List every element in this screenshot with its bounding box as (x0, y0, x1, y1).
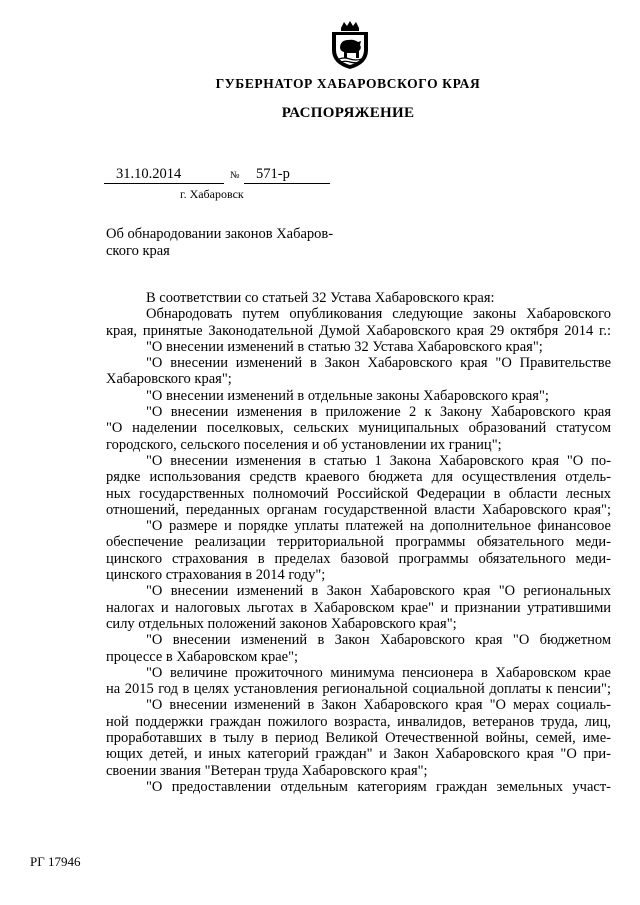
document-date: 31.10.2014 (116, 166, 182, 182)
body-line: проработавших в тылу в период Великой Отечественной войны, семей, име- (106, 730, 611, 747)
body-line: своении звания "Ветеран труда Хабаровского края"; (106, 762, 428, 779)
body-line: городского, сельского поселения и об установлении их границ"; (106, 436, 502, 453)
body-line: "О величине прожиточного минимума пенсионера в Хабаровском крае (146, 664, 611, 681)
body-line: "О внесении изменений в Закон Хабаровского края "О мерах социаль- (146, 697, 611, 714)
body-line: ной поддержки граждан пожилого возраста, инвалидов, ветеранов труда, лиц, (106, 713, 611, 730)
body-line: ных государственных полномочий Российской Федерации в области лесных (106, 485, 611, 502)
body-line: "О внесении изменений в Закон Хабаровского края "О региональных (146, 583, 611, 600)
issuing-authority: ГУБЕРНАТОР ХАБАРОВСКОГО КРАЯ (215, 76, 481, 91)
body-line: В соответствии со статьей 32 Устава Хабаровского края: (146, 290, 495, 306)
body-line: "О внесении изменений в статью 32 Устава Хабаровского края"; (146, 338, 543, 355)
body-line: "О размере и порядке уплаты платежей на дополнительное финансовое (146, 518, 611, 535)
body-line: "О внесении изменений в отдельные законы Хабаровского края"; (146, 387, 549, 404)
number-sign: № (230, 170, 240, 181)
registry-code: РГ 17946 (30, 854, 81, 869)
body-line: на 2015 год в целях установления региональной социальной доплаты к пенсии"; (106, 681, 611, 698)
document-body (106, 290, 611, 795)
body-line: силу отдельных положений законов Хабаровского края"; (106, 615, 457, 632)
body-line: "О внесении изменений в Закон Хабаровского края "О бюджетном (146, 632, 611, 649)
body-line: налогах и налоговых льготах в Хабаровском крае" и признании утратившими (106, 599, 611, 616)
body-line: края, принятые Законодательной Думой Хабаровского края 29 октября 2014 г.: (106, 322, 611, 339)
registration-row (104, 166, 344, 186)
date-underline (104, 183, 224, 184)
coat-of-arms-icon (327, 20, 373, 70)
body-line: обеспечение реализации территориальной программы обязательного меди- (106, 534, 611, 551)
body-line: Хабаровского края"; (106, 371, 232, 388)
body-line: "О внесении изменений в Закон Хабаровского края "О Правительстве (146, 355, 611, 372)
subject-line: Об обнародовании законов Хабаров- (106, 226, 334, 242)
body-line: "О внесении изменения в приложение 2 к Закону Хабаровского края (146, 404, 611, 421)
document-type-title: РАСПОРЯЖЕНИЕ (281, 105, 415, 121)
body-line: цинского страхования в пределах базовой программы обязательного меди- (106, 550, 611, 567)
body-line: Обнародовать путем опубликования следующие законы Хабаровского (146, 306, 611, 323)
body-line: рядке использования средств краевого бюджета для осуществления отдель- (106, 469, 611, 486)
body-line: "О наделении поселковых, сельских муниципальных образований статусом (106, 420, 611, 437)
issue-city: г. Хабаровск (180, 187, 244, 201)
body-line: цинского страхования в 2014 году"; (106, 567, 326, 584)
document-subject (106, 226, 366, 260)
body-line: процессе в Хабаровском крае"; (106, 648, 299, 665)
subject-line: ского края (106, 243, 170, 259)
body-line: "О предоставлении отдельным категориям граждан земельных участ- (146, 778, 611, 795)
body-line: отношений, переданных органам государственной власти Хабаровского края"; (106, 501, 611, 518)
body-line: ющих детей, и иных категорий граждан" и Закон Хабаровского края "О при- (106, 746, 611, 763)
body-line: "О внесении изменения в статью 1 Закона Хабаровского края "О по- (146, 452, 611, 469)
number-underline (244, 183, 330, 184)
document-number: 571-р (256, 166, 290, 182)
